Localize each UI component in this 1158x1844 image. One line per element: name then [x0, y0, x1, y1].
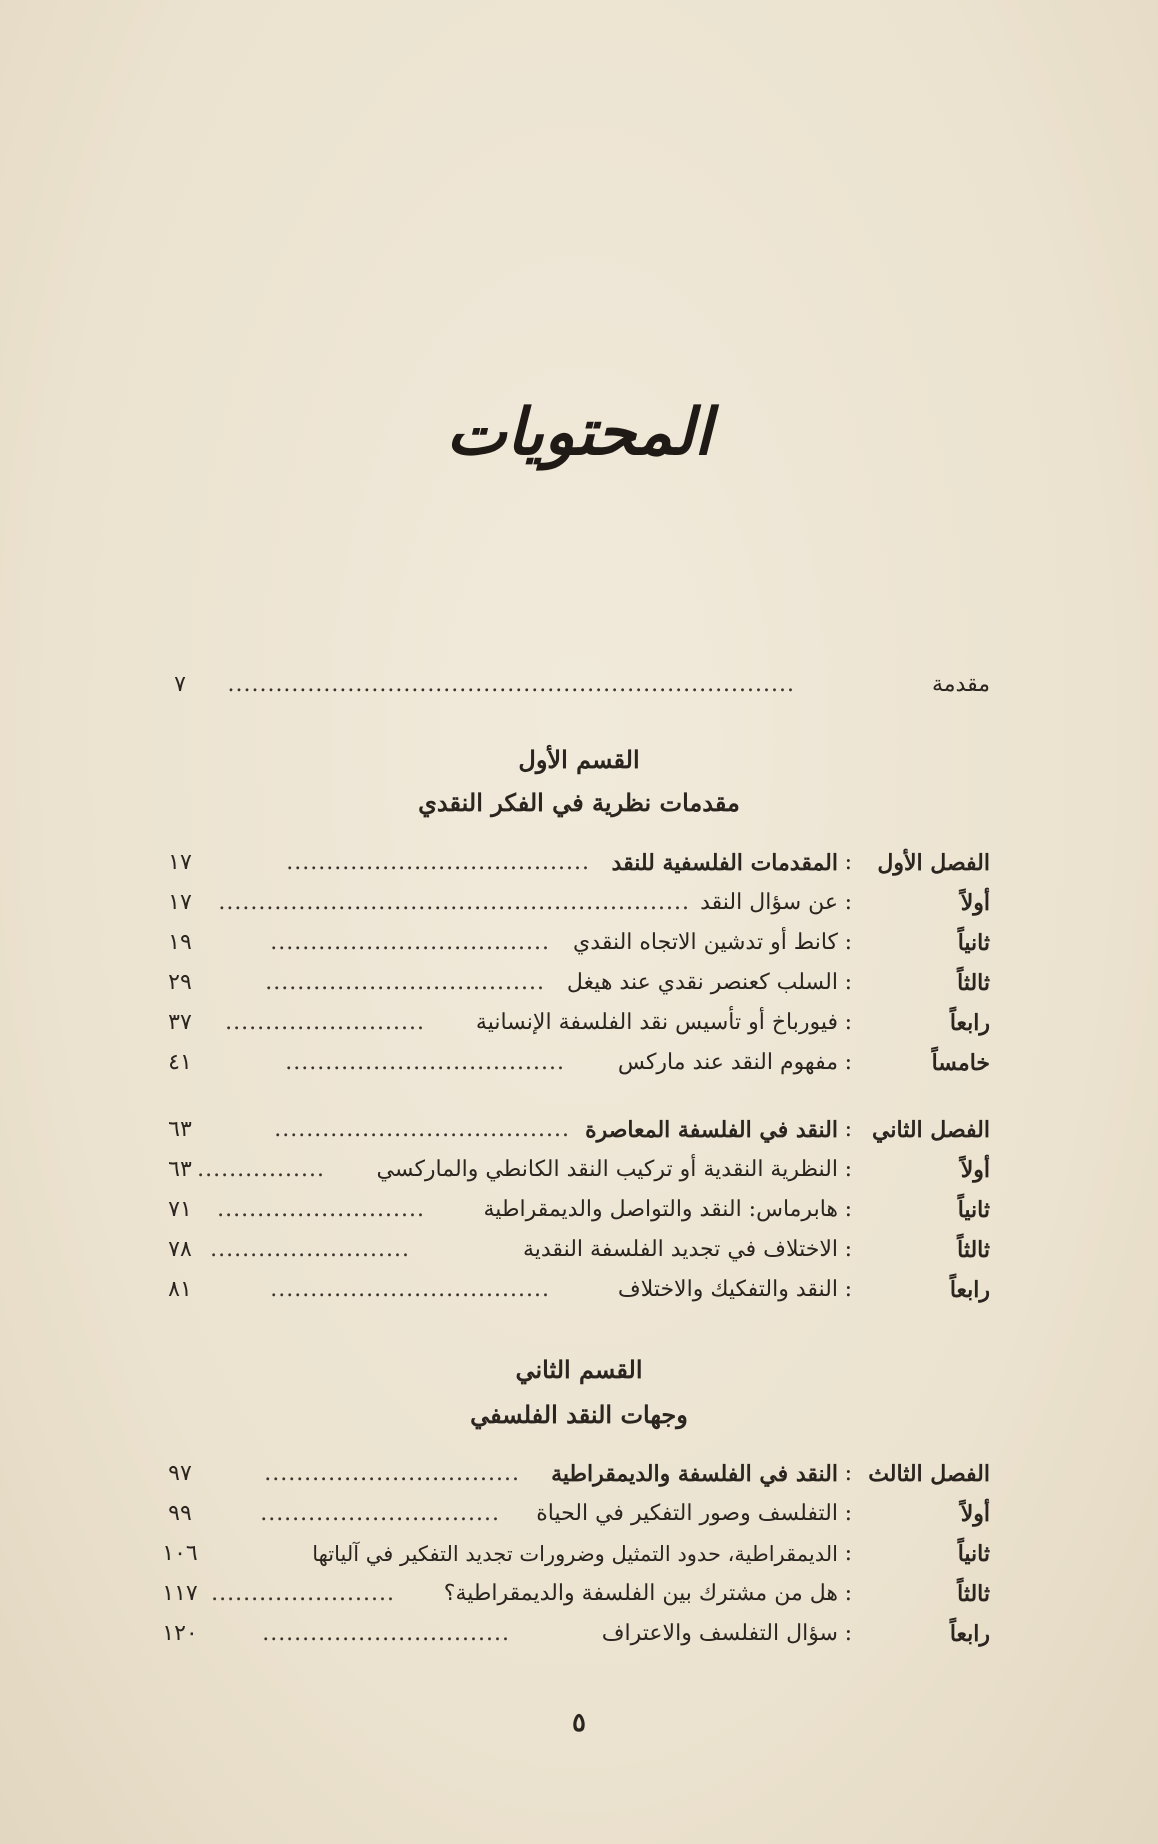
toc-title: المقدمات الفلسفية للنقد	[611, 850, 838, 876]
toc-title: عن سؤال النقد	[700, 890, 838, 915]
toc-row[interactable]	[150, 1574, 990, 1614]
separator-colon: :	[844, 1237, 852, 1262]
toc-row[interactable]	[150, 1494, 990, 1534]
toc-row[interactable]	[150, 963, 990, 1003]
leader-dots: .........................	[210, 1237, 410, 1262]
toc-label: ثالثاً	[957, 970, 990, 996]
part2-heading: القسم الثاني	[515, 1355, 643, 1384]
toc-title: الديمقراطية، حدود التمثيل وضرورات تجديد التفكير في آلياتها	[312, 1542, 838, 1566]
toc-label: رابعاً	[949, 1010, 990, 1036]
toc-page: ١٢٠	[162, 1621, 198, 1646]
leader-dots: ...................................	[270, 1277, 550, 1302]
leader-dots: ................	[197, 1157, 325, 1182]
toc-label: رابعاً	[949, 1277, 990, 1303]
toc-page: ١٠٦	[162, 1541, 198, 1566]
page-title: المحتويات	[446, 395, 712, 470]
separator-colon: :	[844, 1541, 852, 1566]
toc-chapter-row[interactable]	[150, 1110, 990, 1150]
toc-label: ثانياً	[957, 930, 990, 956]
toc-label: أولاً	[960, 890, 990, 916]
separator-colon: :	[844, 1050, 852, 1075]
toc-page: ٤١	[168, 1050, 192, 1075]
page-number: ٥	[572, 1708, 586, 1738]
leader-dots: ..........................	[217, 1197, 425, 1222]
leader-dots: ...................................	[285, 1050, 565, 1075]
toc-page: ٧	[174, 672, 186, 697]
toc-label: الفصل الأول	[877, 850, 990, 876]
toc-title: التفلسف وصور التفكير في الحياة	[536, 1501, 838, 1526]
leader-dots: ...................................	[270, 930, 550, 955]
toc-page: ٢٩	[168, 970, 192, 995]
toc-page: ١٧	[168, 890, 192, 915]
leader-dots: ................................	[264, 1461, 520, 1486]
toc-page: ١٩	[168, 930, 192, 955]
toc-page: ٧١	[168, 1197, 192, 1222]
toc-chapter-row[interactable]	[150, 843, 990, 883]
separator-colon: :	[844, 1461, 852, 1486]
toc-page: ٩٩	[168, 1501, 192, 1526]
toc-title: النظرية النقدية أو تركيب النقد الكانطي والماركسي	[376, 1157, 838, 1182]
leader-dots: .....................................	[274, 1117, 570, 1142]
toc-row[interactable]	[150, 1270, 990, 1310]
toc-label: الفصل الثالث	[868, 1461, 990, 1487]
toc-title: النقد في الفلسفة والديمقراطية	[551, 1461, 838, 1487]
toc-page: ٧٨	[168, 1237, 192, 1262]
toc-title: الاختلاف في تجديد الفلسفة النقدية	[522, 1237, 838, 1262]
toc-label: ثالثاً	[957, 1581, 990, 1607]
toc-row[interactable]	[150, 1230, 990, 1270]
toc-label: ثانياً	[957, 1197, 990, 1223]
toc-title: النقد والتفكيك والاختلاف	[617, 1277, 838, 1302]
toc-label: ثالثاً	[957, 1237, 990, 1263]
toc-title: مفهوم النقد عند ماركس	[617, 1050, 838, 1075]
toc-label: خامساً	[931, 1050, 990, 1076]
leader-dots: ...............................	[262, 1621, 510, 1646]
toc-label: أولاً	[960, 1501, 990, 1527]
leader-dots: .......................	[211, 1581, 395, 1606]
toc-label: رابعاً	[949, 1621, 990, 1647]
toc-title: فيورباخ أو تأسيس نقد الفلسفة الإنسانية	[475, 1010, 838, 1035]
toc-row[interactable]	[150, 1534, 990, 1574]
toc-title: السلب كعنصر نقدي عند هيغل	[566, 970, 838, 995]
toc-label: الفصل الثاني	[872, 1117, 990, 1143]
toc-page: ٣٧	[168, 1010, 192, 1035]
toc-label: مقدمة	[931, 672, 990, 697]
toc-page: ١٧	[168, 850, 192, 875]
toc-row[interactable]	[150, 665, 990, 705]
toc-page: ٨١	[168, 1277, 192, 1302]
separator-colon: :	[844, 930, 852, 955]
separator-colon: :	[844, 1501, 852, 1526]
separator-colon: :	[844, 1581, 852, 1606]
toc-page: ٦٣	[168, 1157, 192, 1182]
separator-colon: :	[844, 1117, 852, 1142]
separator-colon: :	[844, 850, 852, 875]
toc-title: سؤال التفلسف والاعتراف	[601, 1621, 838, 1646]
toc-title: هابرماس: النقد والتواصل والديمقراطية	[483, 1197, 838, 1222]
part1-heading: القسم الأول	[518, 745, 640, 774]
toc-page: ٩٧	[168, 1461, 192, 1486]
toc-page: ٦٣	[168, 1117, 192, 1142]
part2-subtitle: وجهات النقد الفلسفي	[470, 1400, 688, 1429]
toc-title: كانط أو تدشين الاتجاه النقدي	[573, 930, 838, 955]
leader-dots: ......................................	[286, 850, 590, 875]
toc-title: هل من مشترك بين الفلسفة والديمقراطية؟	[443, 1581, 838, 1606]
toc-label: أولاً	[960, 1157, 990, 1183]
separator-colon: :	[844, 1157, 852, 1182]
toc-chapter-row[interactable]	[150, 1454, 990, 1494]
toc-page: ١١٧	[162, 1581, 198, 1606]
separator-colon: :	[844, 970, 852, 995]
toc-row[interactable]	[150, 1003, 990, 1043]
toc-label: ثانياً	[957, 1541, 990, 1567]
leader-dots: .......................................................................	[227, 672, 795, 697]
part1-subtitle: مقدمات نظرية في الفكر النقدي	[418, 788, 740, 817]
toc-title: النقد في الفلسفة المعاصرة	[585, 1117, 838, 1143]
leader-dots: ..............................	[260, 1501, 500, 1526]
leader-dots: ...........................................................	[218, 890, 690, 915]
toc-row[interactable]	[150, 1150, 990, 1190]
toc-row[interactable]	[150, 923, 990, 963]
toc-row[interactable]	[150, 1614, 990, 1654]
separator-colon: :	[844, 1197, 852, 1222]
leader-dots: ...................................	[265, 970, 545, 995]
separator-colon: :	[844, 1277, 852, 1302]
separator-colon: :	[844, 1010, 852, 1035]
separator-colon: :	[844, 1621, 852, 1646]
toc-row[interactable]	[150, 1043, 990, 1083]
toc-row[interactable]	[150, 883, 990, 923]
separator-colon: :	[844, 890, 852, 915]
toc-row[interactable]	[150, 1190, 990, 1230]
leader-dots: .........................	[225, 1010, 425, 1035]
